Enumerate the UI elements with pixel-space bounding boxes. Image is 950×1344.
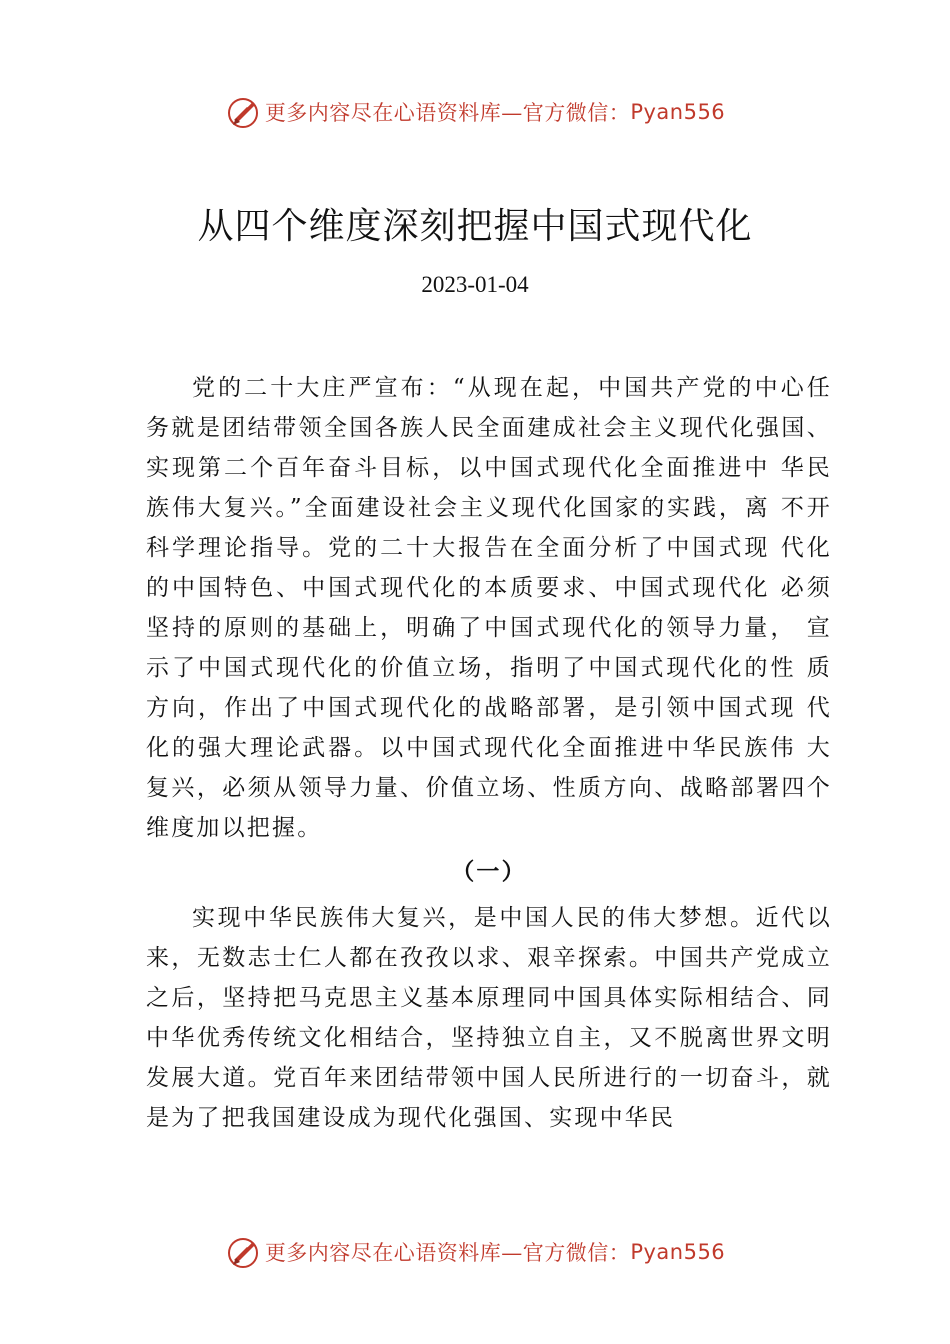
- article-title: 从四个维度深刻把握中国式现代化: [197, 206, 753, 247]
- section-heading: （一）: [451, 858, 527, 885]
- article-date: 2023-01-04: [421, 272, 529, 297]
- watermark-wechat-id: Pyan556: [630, 1240, 726, 1264]
- article-body: [146, 368, 832, 1138]
- watermark-text: 更多内容尽在心语资料库—官方微信：: [264, 1241, 631, 1265]
- watermark-wechat-id: Pyan556: [630, 100, 726, 124]
- watermark-text: 更多内容尽在心语资料库—官方微信：: [264, 101, 631, 125]
- quill-logo-icon: [225, 94, 261, 130]
- footer-watermark: [0, 1234, 950, 1270]
- header-watermark: [0, 94, 950, 130]
- paragraph: 党的二十大庄严宣布：“从现在起，中国共产党的中心任 务就是团结带领全国各族人民全面建成社会主义现代化强国、实现第二个百年奋斗目标，以中国式现代化全面推进中 华民族伟大复兴。”全面建设社会主义现代化国家的实践，离 不开科学理论指导。党的二十大报告在全面分析了中国式现 代化的中国特色、中国式现代化的本质要求、中国式现代化 必须坚持的原则的基础上，明确了中国式现代化的领导力量， 宣示了中国式现代化的价值立场，指明了中国式现代化的性 质方向，作出了中国式现代化的战略部署，是引领中国式现 代化的强大理论武器。以中国式现代化全面推进中华民族伟 大复兴，必须从领导力量、价值立场、性质方向、战略部署四个维度加以把握。: [146, 375, 832, 841]
- quill-logo-icon: [225, 1234, 261, 1270]
- paragraph: 实现中华民族伟大复兴，是中国人民的伟大梦想。近代以来，无数志士仁人都在孜孜以求、艰辛探索。中国共产党成立之后，坚持把马克思主义基本原理同中国具体实际相结合、同中华优秀传统文化相结合，坚持独立自主，又不脱离世界文明发展大道。党百年来团结带领中国人民所进行的一切奋斗，就是为了把我国建设成为现代化强国、实现中华民: [146, 905, 832, 1131]
